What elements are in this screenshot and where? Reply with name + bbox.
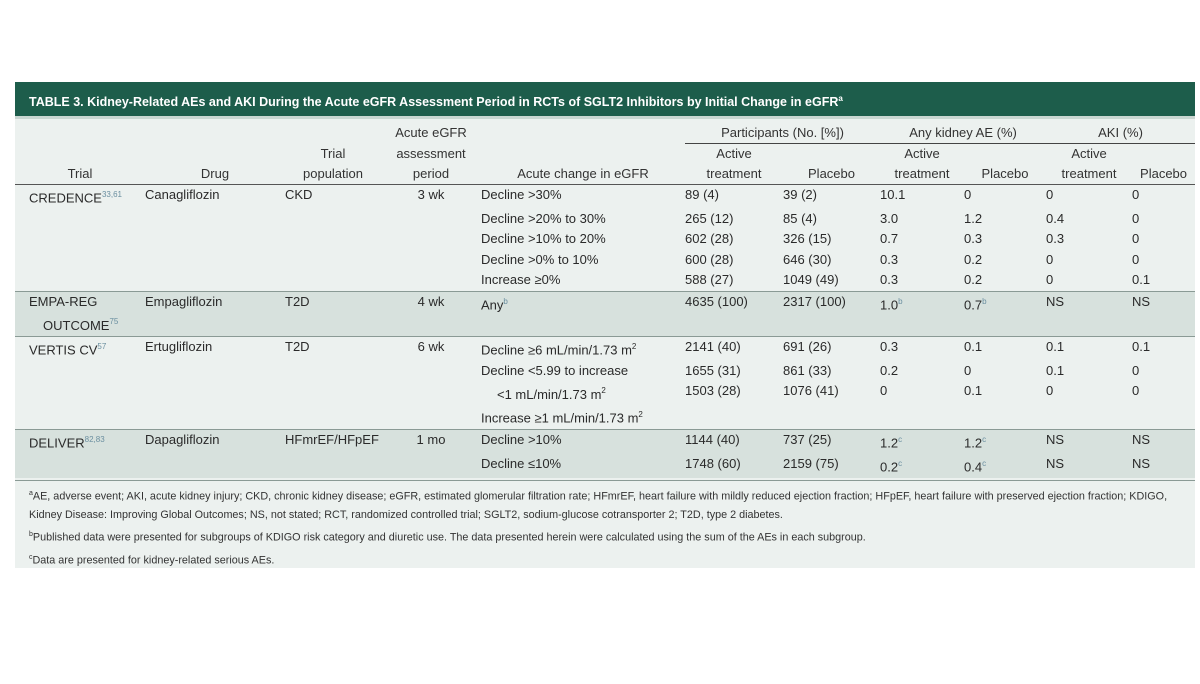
cell-kidney-ae-placebo-value: 1.2 [964, 210, 983, 226]
cell-drug [145, 270, 285, 291]
cell-population [285, 454, 381, 478]
cell-participants-active-value: 588 (27) [685, 272, 734, 288]
cell-participants-active [685, 291, 783, 336]
cell-kidney-ae-active [880, 337, 964, 361]
cell-aki-placebo [1132, 381, 1195, 405]
cell-kidney-ae-placebo [964, 185, 1046, 209]
cell-kidney-ae-active [880, 229, 964, 250]
cell-aki-placebo-value: 0 [1132, 231, 1140, 247]
cell-participants-active-value: 600 (28) [685, 251, 734, 267]
trial-name-line-2: OUTCOME [43, 317, 110, 333]
cell-acute-change [481, 454, 685, 478]
footnote [29, 548, 1181, 571]
cell-period [381, 291, 481, 336]
cell-kidney-ae-placebo [964, 381, 1046, 405]
cell-population [285, 250, 381, 271]
acute-change-text: <1 mL/min/1.73 m [497, 386, 602, 402]
cell-drug [145, 405, 285, 429]
cell-population [285, 381, 381, 405]
trial-ref: 82,83 [84, 435, 105, 445]
table-row [15, 250, 1195, 271]
cell-kidney-ae-active-value: 0.2 [880, 362, 899, 378]
cell-kidney-ae-placebo-value: 1.2 [964, 435, 983, 451]
period: 6 wk [417, 339, 445, 355]
cell-kidney-ae-active-value: 0.3 [880, 251, 899, 267]
header-drug: Drug [145, 164, 285, 185]
cell-drug [145, 430, 285, 454]
cell-participants-placebo [783, 291, 880, 336]
cell-participants-active-value: 1748 (60) [685, 455, 741, 471]
cell-kidney-ae-active-value: 0.2 [880, 459, 899, 475]
cell-aki-active-value: NS [1046, 455, 1065, 471]
cell-kidney-ae-placebo-value: 0.2 [964, 251, 983, 267]
cell-participants-placebo [783, 337, 880, 361]
cell-participants-placebo-value: 2159 (75) [783, 455, 839, 471]
header-participants-active-2: treatment [685, 164, 783, 185]
header-period-3: period [381, 164, 481, 185]
acute-change-text: Decline >20% to 30% [481, 210, 606, 226]
cell-kidney-ae-placebo [964, 454, 1046, 478]
table-row [15, 229, 1195, 250]
footnote-text: AE, adverse event; AKI, acute kidney injury; CKD, chronic kidney disease; eGFR, estimated glomerular filtration rate; HFmrEF, heart failure with mildly reduced ejection fraction; HFpEF, heart failure with preserved ejection fraction; KDIGO, Kidney Disease: Improving Global Outcomes; NS, not stated; RCT, randomized controlled trial; SGLT2, sodium-glucose cotransporter 2; T2D, type 2 diabetes. [29, 490, 1168, 522]
cell-trial [15, 361, 145, 382]
cell-kidney-ae-active-value: 0 [880, 383, 888, 399]
cell-aki-active-value: NS [1046, 432, 1065, 448]
cell-kidney-ae-active-value: 1.2 [880, 435, 899, 451]
cell-acute-change [481, 337, 685, 361]
cell-aki-placebo [1132, 337, 1195, 361]
cell-aki-placebo [1132, 229, 1195, 250]
cell-participants-active [685, 454, 783, 478]
cell-trial [15, 270, 145, 291]
drug-name: Canagliflozin [145, 187, 220, 202]
header-aki-placebo: Placebo [1132, 164, 1195, 185]
cell-kidney-ae-active [880, 454, 964, 478]
acute-change-text: Decline >30% [481, 187, 562, 202]
table-row [15, 361, 1195, 382]
cell-population [285, 337, 381, 361]
cell-kidney-ae-active [880, 270, 964, 291]
table-row [15, 337, 1195, 361]
title-footnote-mark: a [838, 94, 843, 103]
cell-kidney-ae-active [880, 430, 964, 454]
cell-kidney-ae-active-sup: c [898, 435, 903, 445]
cell-participants-active [685, 381, 783, 405]
cell-participants-placebo [783, 185, 880, 209]
cell-aki-placebo-value: 0.1 [1132, 272, 1151, 288]
cell-drug [145, 337, 285, 361]
cell-aki-placebo-value: NS [1132, 432, 1151, 448]
cell-kidney-ae-placebo [964, 270, 1046, 291]
cell-acute-change [481, 291, 685, 336]
cell-participants-active-value: 1144 (40) [685, 432, 740, 448]
cell-drug [145, 454, 285, 478]
cell-period [381, 430, 481, 454]
period: 4 wk [417, 293, 445, 309]
cell-aki-active [1046, 381, 1132, 405]
header-population-1: Trial [320, 145, 346, 161]
cell-participants-placebo-value: 1076 (41) [783, 383, 839, 399]
cell-drug [145, 185, 285, 209]
cell-participants-active-value: 2141 (40) [685, 339, 741, 355]
cell-aki-placebo-value: NS [1132, 455, 1151, 471]
cell-aki-placebo-value: 0 [1132, 251, 1140, 267]
cell-trial [15, 229, 145, 250]
cell-aki-active [1046, 337, 1132, 361]
cell-aki-active [1046, 361, 1132, 382]
acute-change-text: Increase ≥0% [481, 272, 561, 288]
cell-aki-active-value: 0.4 [1046, 210, 1065, 226]
population: T2D [285, 293, 310, 309]
cell-participants-active-value: 4635 (100) [685, 293, 748, 309]
acute-change-text: Any [481, 297, 504, 313]
footnotes [15, 484, 1195, 571]
cell-kidney-ae-placebo-value: 0.1 [964, 339, 983, 355]
cell-aki-placebo [1132, 291, 1195, 336]
cell-participants-active-value: 89 (4) [685, 187, 719, 202]
cell-participants-placebo-value: 691 (26) [783, 339, 832, 355]
cell-participants-active-value: 1503 (28) [685, 383, 741, 399]
cell-kidney-ae-placebo-value: 0.3 [964, 231, 983, 247]
cell-participants-placebo [783, 361, 880, 382]
cell-aki-active [1046, 430, 1132, 454]
cell-kidney-ae-placebo [964, 405, 1046, 429]
table-body [15, 185, 1195, 478]
table-panel [15, 82, 1195, 568]
acute-change-sup: 2 [601, 386, 606, 396]
trial-ref: 57 [97, 342, 107, 352]
acute-change-text: Decline >10% to 20% [481, 231, 606, 247]
cell-acute-change [481, 270, 685, 291]
header-aki-active-2: treatment [1046, 164, 1132, 185]
cell-aki-active [1046, 185, 1132, 209]
cell-aki-active [1046, 291, 1132, 336]
cell-participants-placebo [783, 454, 880, 478]
footnote-text: Published data were presented for subgroups of KDIGO risk category and diuretic use. The data presented herein were calculated using the sum of the AEs in each subgroup. [32, 531, 866, 544]
cell-kidney-ae-placebo-value: 0 [964, 362, 972, 378]
cell-acute-change [481, 430, 685, 454]
cell-drug [145, 381, 285, 405]
cell-kidney-ae-placebo-sup: c [982, 435, 987, 445]
acute-change-sup: 2 [631, 342, 637, 352]
cell-aki-placebo [1132, 209, 1195, 230]
drug-name: Ertugliflozin [145, 339, 213, 355]
cell-period [381, 229, 481, 250]
cell-aki-placebo-value: 0 [1132, 187, 1140, 202]
cell-aki-placebo [1132, 430, 1195, 454]
cell-participants-active-value: 602 (28) [685, 231, 734, 247]
cell-aki-active-value: 0 [1046, 383, 1054, 399]
cell-kidney-ae-active-value: 10.1 [880, 187, 906, 202]
header-period-1: Acute eGFR [395, 125, 467, 140]
cell-trial [15, 381, 145, 405]
cell-participants-active [685, 337, 783, 361]
cell-participants-active-value: 1655 (31) [685, 362, 741, 378]
trial-name: VERTIS CV [29, 342, 98, 358]
acute-change-text: Decline >10% [481, 432, 562, 448]
table-row [15, 291, 1195, 336]
cell-kidney-ae-placebo [964, 291, 1046, 336]
cell-participants-active [685, 209, 783, 230]
cell-aki-active-value: 0.3 [1046, 231, 1065, 247]
table-row [15, 185, 1195, 209]
cell-population [285, 291, 381, 336]
cell-kidney-ae-active-value: 3.0 [880, 210, 899, 226]
cell-population [285, 270, 381, 291]
cell-acute-change [481, 361, 685, 382]
cell-participants-placebo [783, 405, 880, 429]
cell-participants-placebo [783, 270, 880, 291]
cell-kidney-ae-active [880, 250, 964, 271]
cell-period [381, 250, 481, 271]
cell-aki-active-value: 0 [1046, 187, 1054, 202]
trial-ref: 33,61 [101, 190, 122, 199]
cell-kidney-ae-active [880, 405, 964, 429]
cell-kidney-ae-placebo [964, 430, 1046, 454]
table-title-text: TABLE 3. Kidney-Related AEs and AKI During the Acute eGFR Assessment Period in RCTs of SGLT2 Inhibitors by Initial Change in eGFR [29, 95, 839, 110]
cell-aki-placebo [1132, 405, 1195, 429]
cell-aki-active [1046, 270, 1132, 291]
cell-period [381, 270, 481, 291]
footnote-text: Data are presented for kidney-related serious AEs. [32, 554, 275, 567]
cell-kidney-ae-active [880, 209, 964, 230]
table-row [15, 209, 1195, 230]
trial-name: DELIVER [29, 435, 85, 451]
cell-acute-change [481, 381, 685, 405]
cell-participants-placebo-value: 39 (2) [783, 187, 817, 202]
trial-ref: 75 [109, 317, 119, 327]
cell-drug [145, 291, 285, 336]
acute-change-text: Decline >0% to 10% [481, 251, 599, 267]
cell-acute-change [481, 250, 685, 271]
cell-participants-placebo [783, 229, 880, 250]
header-ae-active-1: Active [904, 146, 940, 161]
footnote [29, 484, 1181, 526]
cell-aki-active-value: NS [1046, 293, 1065, 309]
acute-change-text: Decline <5.99 to increase [481, 362, 629, 378]
trial-name: EMPA-REG [29, 293, 98, 309]
cell-kidney-ae-placebo-value: 0.1 [964, 383, 983, 399]
cell-kidney-ae-active-value: 0.3 [880, 272, 899, 288]
footnote-mark: b [29, 531, 33, 539]
cell-kidney-ae-placebo [964, 229, 1046, 250]
cell-aki-active-value: 0 [1046, 251, 1054, 267]
cell-participants-placebo [783, 250, 880, 271]
cell-kidney-ae-placebo-value: 0.7 [964, 297, 983, 313]
cell-kidney-ae-active [880, 291, 964, 336]
cell-participants-placebo [783, 381, 880, 405]
cell-participants-active [685, 185, 783, 209]
cell-kidney-ae-active [880, 361, 964, 382]
cell-trial [15, 405, 145, 429]
cell-kidney-ae-active-value: 1.0 [880, 297, 899, 313]
cell-aki-active-value: 0 [1046, 272, 1054, 288]
drug-name: Empagliflozin [145, 293, 223, 309]
header-ae-active-2: treatment [880, 164, 964, 185]
cell-aki-placebo-value: 0 [1132, 383, 1140, 399]
population: CKD [285, 187, 313, 202]
cell-kidney-ae-placebo-sup: c [982, 458, 987, 468]
cell-kidney-ae-placebo-value: 0.2 [964, 272, 983, 288]
cell-aki-active-value: 0.1 [1046, 339, 1065, 355]
cell-period [381, 381, 481, 405]
cell-aki-placebo [1132, 250, 1195, 271]
cell-aki-active [1046, 250, 1132, 271]
header-group-participants: Participants (No. [%]) [685, 119, 880, 144]
table-row [15, 430, 1195, 454]
cell-participants-placebo-value: 85 (4) [783, 210, 817, 226]
cell-aki-placebo-value: 0.1 [1132, 339, 1151, 355]
footnote [29, 525, 1181, 548]
cell-acute-change [481, 229, 685, 250]
cell-participants-placebo-value: 326 (15) [783, 231, 832, 247]
cell-population [285, 405, 381, 429]
cell-drug [145, 209, 285, 230]
population: HFmrEF/HFpEF [285, 432, 379, 448]
cell-acute-change [481, 405, 685, 429]
cell-acute-change [481, 185, 685, 209]
cell-kidney-ae-active-sup: c [898, 458, 903, 468]
trial-name: CREDENCE [29, 190, 102, 206]
cell-participants-active [685, 361, 783, 382]
cell-period [381, 209, 481, 230]
acute-change-text: Decline ≤10% [481, 455, 562, 471]
table-row [15, 381, 1195, 405]
footnote-mark: c [29, 553, 33, 561]
cell-participants-placebo-value: 1049 (49) [783, 272, 839, 288]
header-ae-placebo: Placebo [964, 164, 1046, 185]
cell-drug [145, 361, 285, 382]
header-participants-placebo: Placebo [783, 164, 880, 185]
table-row [15, 270, 1195, 291]
cell-aki-placebo-value: 0 [1132, 210, 1140, 226]
cell-kidney-ae-placebo-value: 0 [964, 187, 972, 202]
footnote-mark: a [29, 489, 33, 497]
cell-aki-active [1046, 229, 1132, 250]
cell-aki-placebo-value: 0 [1132, 362, 1140, 378]
cell-period [381, 337, 481, 361]
cell-population [285, 430, 381, 454]
period: 3 wk [417, 187, 445, 202]
cell-kidney-ae-placebo-value: 0.4 [964, 459, 983, 475]
cell-aki-placebo [1132, 454, 1195, 478]
table-row [15, 405, 1195, 429]
cell-kidney-ae-active [880, 381, 964, 405]
header-group-aki: AKI (%) [1046, 119, 1195, 144]
cell-participants-placebo-value: 646 (30) [783, 251, 832, 267]
cell-acute-change [481, 209, 685, 230]
header-acute-change: Acute change in eGFR [481, 164, 685, 185]
cell-trial [15, 185, 145, 209]
cell-kidney-ae-placebo [964, 361, 1046, 382]
cell-participants-placebo [783, 430, 880, 454]
header-population-2: population [285, 164, 381, 185]
cell-participants-placebo-value: 737 (25) [783, 432, 832, 448]
cell-participants-placebo-value: 861 (33) [783, 362, 832, 378]
cell-population [285, 229, 381, 250]
cell-aki-placebo [1132, 185, 1195, 209]
cell-participants-active-value: 265 (12) [685, 210, 734, 226]
footnote-divider [15, 480, 1195, 481]
cell-participants-active [685, 405, 783, 429]
cell-kidney-ae-placebo [964, 209, 1046, 230]
cell-participants-active [685, 229, 783, 250]
header-period-2: assessment [396, 145, 466, 161]
cell-aki-active-value: 0.1 [1046, 362, 1065, 378]
table-row [15, 454, 1195, 478]
cell-kidney-ae-placebo [964, 337, 1046, 361]
cell-kidney-ae-active-sup: b [898, 296, 903, 306]
cell-period [381, 361, 481, 382]
cell-aki-active [1046, 454, 1132, 478]
cell-population [285, 361, 381, 382]
cell-trial [15, 291, 145, 336]
cell-trial [15, 250, 145, 271]
cell-aki-placebo [1132, 270, 1195, 291]
cell-participants-active [685, 250, 783, 271]
cell-participants-placebo-value: 2317 (100) [783, 293, 846, 309]
cell-drug [145, 229, 285, 250]
acute-change-text: Increase ≥1 mL/min/1.73 m [481, 410, 639, 426]
header-trial: Trial [15, 164, 145, 185]
cell-aki-placebo-value: NS [1132, 293, 1151, 309]
table-title [15, 82, 1195, 116]
drug-name: Dapagliflozin [145, 432, 220, 448]
cell-population [285, 209, 381, 230]
cell-participants-active [685, 430, 783, 454]
acute-change-sup: 2 [638, 410, 643, 420]
header-participants-active-1: Active [716, 146, 752, 161]
cell-kidney-ae-active [880, 185, 964, 209]
cell-participants-active [685, 270, 783, 291]
cell-kidney-ae-placebo [964, 250, 1046, 271]
cell-kidney-ae-active-value: 0.7 [880, 231, 899, 247]
cell-kidney-ae-placebo-sup: b [982, 296, 987, 306]
cell-period [381, 454, 481, 478]
population: T2D [285, 339, 310, 355]
cell-trial [15, 454, 145, 478]
cell-population [285, 185, 381, 209]
cell-trial [15, 337, 145, 361]
cell-drug [145, 250, 285, 271]
cell-trial [15, 209, 145, 230]
data-table [15, 119, 1195, 478]
cell-trial [15, 430, 145, 454]
cell-period [381, 185, 481, 209]
cell-aki-active [1046, 405, 1132, 429]
acute-change-sup: b [503, 296, 508, 306]
acute-change-text: Decline ≥6 mL/min/1.73 m [481, 342, 632, 358]
cell-aki-active [1046, 209, 1132, 230]
header-aki-active-1: Active [1071, 146, 1107, 161]
header-group-kidney-ae: Any kidney AE (%) [880, 119, 1046, 144]
cell-kidney-ae-active-value: 0.3 [880, 339, 899, 355]
period: 1 mo [416, 432, 446, 448]
cell-aki-placebo [1132, 361, 1195, 382]
cell-period [381, 405, 481, 429]
cell-participants-placebo [783, 209, 880, 230]
